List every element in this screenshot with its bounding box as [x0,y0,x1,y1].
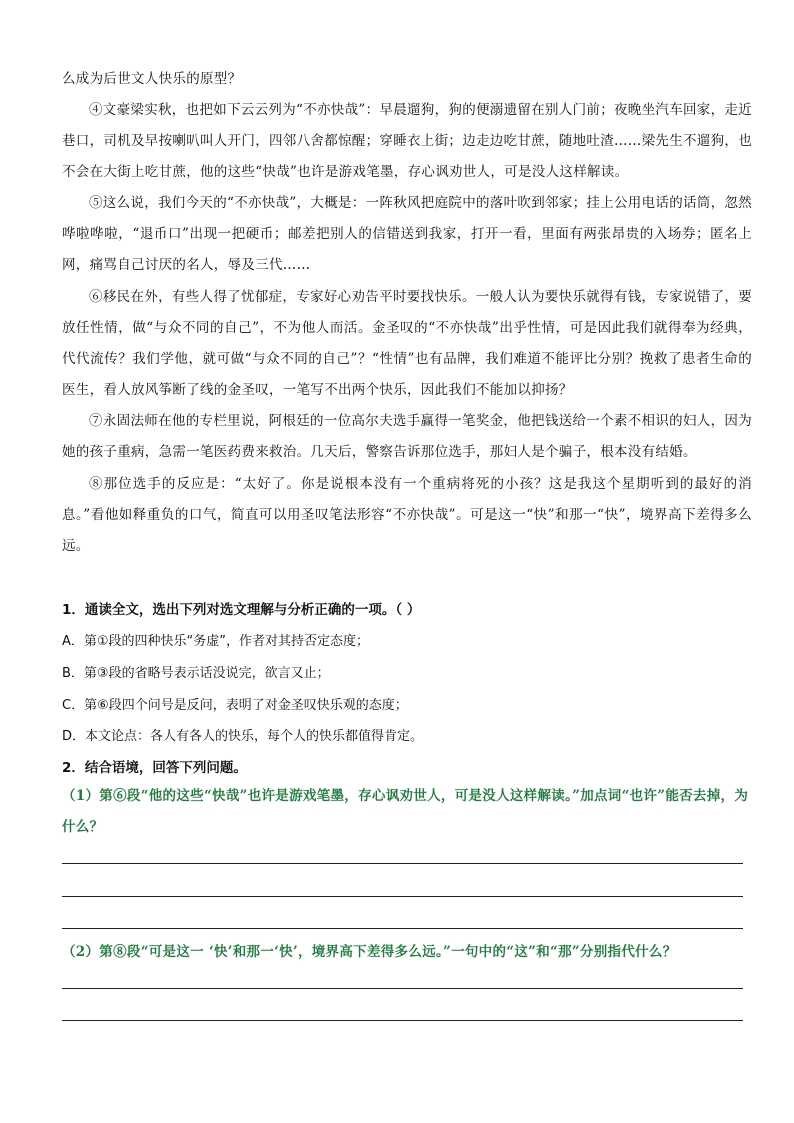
answer-line[interactable] [62,863,743,864]
question-1-title: 1．通读全文，选出下列对选文理解与分析正确的一项。（ ） [62,602,421,618]
question-1-option-c[interactable]: C．第⑥段四个问号是反问，表明了对金圣叹快乐观的态度； [62,698,408,713]
passage-paragraph-6: ⑥移民在外，有些人得了忧郁症，专家好心劝告平时要找快乐。一般人认为要快乐就得有钱，专家说错了，要放任性情，做“与众不同的自己”，不为他人而活。金圣叹的“不亦快哉”出乎性情，可是因此我们就得奉为经典，代代流传？我们学他，就可做“与众不同的自己”？“性情”也有品牌，我们难道不能评比分别？挽救了患者生命的医生，看人放风筝断了线的金圣叹，一笔写不出两个快乐，因此我们不能加以抑扬？ [62,289,752,398]
question-1-option-b[interactable]: B．第③段的省略号表示话没说完，欲言又止； [62,666,330,681]
answer-line[interactable] [62,928,743,929]
passage-paragraph-3-end: 么成为后世文人快乐的原型？ [62,71,242,87]
question-2-sub-1: （1）第⑥段“他的这些“快哉”也许是游戏笔墨，存心讽劝世人，可是没人这样解读。”加点词“也许”能否去掉，为什么？ [62,788,749,835]
passage-paragraph-4: ④文豪梁实秋，也把如下云云列为“不亦快哉”：早晨遛狗，狗的便溺遗留在别人门前；夜晚坐汽车回家，走近巷口，司机及早按喇叭叫人开门，四邻八舍都惊醒；穿睡衣上街；边走边吃甘蔗，随地吐渣……梁先生不遛狗，也不会在大街上吃甘蔗，他的这些“快哉”也许是游戏笔墨，存心讽劝世人，可是没人这样解读。 [62,102,753,180]
question-2-sub-2: （2）第⑧段“可是这一 ‘快’和那一‘快’，境界高下差得多么远。”一句中的“这”和“那”分别指代什么？ [62,944,677,960]
question-2-title: 2．结合语境，回答下列问题。 [62,760,247,776]
question-1-option-d[interactable]: D．本文论点：各人有各人的快乐，每个人的快乐都值得肯定。 [62,729,424,744]
answer-line[interactable] [62,1020,743,1021]
passage-paragraph-5: ⑤这么说，我们今天的“不亦快哉”，大概是：一阵秋风把庭院中的落叶吹到邻家；挂上公用电话的话筒，忽然哗啦哗啦，“退币口”出现一把硬币；邮差把别人的信错送到我家，打开一看，里面有两张昂贵的入场券；匿名上网，痛骂自己讨厌的名人，辱及三代…… [62,195,753,273]
answer-line[interactable] [62,896,743,897]
answer-line[interactable] [62,988,743,989]
passage-paragraph-7: ⑦永固法师在他的专栏里说，阿根廷的一位高尔夫选手赢得一笔奖金，他把钱送给一个素不相识的妇人，因为她的孩子重病，急需一笔医药费来救治。几天后，警察告诉那位选手，那妇人是个骗子，根本没有结婚。 [62,413,752,460]
question-1-option-a[interactable]: A．第①段的四种快乐“务虚”，作者对其持否定态度； [62,634,370,649]
passage-paragraph-8: ⑧那位选手的反应是：“太好了。你是说根本没有一个重病将死的小孩？这是我这个星期听到的最好的消息。”看他如释重负的口气，简直可以用圣叹笔法形容“不亦快哉”。可是这一“快”和那一“快”，境界高下差得多么远。 [62,476,752,554]
